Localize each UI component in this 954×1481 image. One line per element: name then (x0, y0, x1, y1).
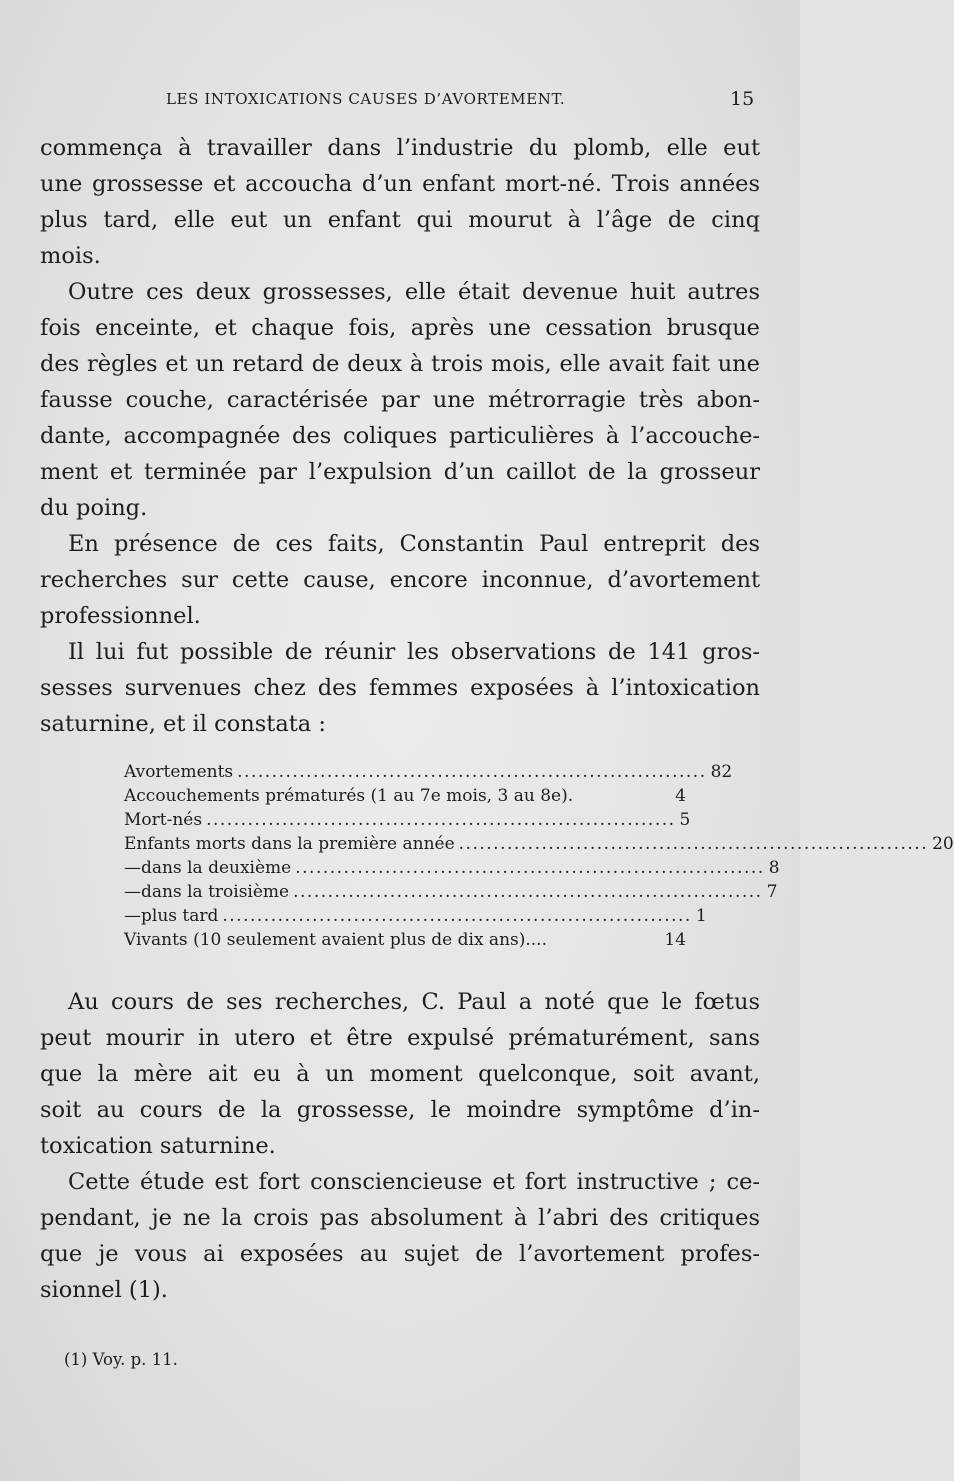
text-line: En présence de ces faits, Constantin Paul entreprit des (68, 531, 760, 557)
table-row (124, 904, 707, 928)
text-line: que la mère ait eu à un moment quelconque, soit avant, (40, 1061, 760, 1087)
ditto-dash: — (124, 906, 141, 926)
text-line: soit au cours de la grossesse, le moindre symptôme d’in- (40, 1097, 760, 1123)
text-line: pendant, je ne la crois pas absolument à l’abri des critiques (40, 1205, 760, 1231)
table-row (124, 856, 780, 880)
text-line: saturnine, et il constata : (40, 711, 326, 737)
row-label: Accouchements prématurés (1 au 7e mois, 3 au 8e). (124, 786, 574, 806)
ditto-dash: — (124, 858, 141, 878)
text-line: professionnel. (40, 603, 201, 629)
row-label: dans la troisième (141, 882, 290, 902)
row-label: Enfants morts dans la première année (124, 834, 455, 854)
text-line: fois enceinte, et chaque fois, après une cessation brusque (40, 315, 760, 341)
row-value: 1 (695, 906, 707, 926)
text-line: plus tard, elle eut un enfant qui mourut à l’âge de cinq (40, 207, 760, 233)
row-label: Mort-nés (124, 810, 203, 830)
text-line: recherches sur cette cause, encore inconnue, d’avortement (40, 567, 760, 593)
table-row (124, 832, 954, 856)
ditto-dash: — (124, 882, 141, 902)
leader-dots: .................................................................... (293, 882, 763, 902)
leader-dots: .................................................................... (295, 858, 765, 878)
text-line: fausse couche, caractérisée par une métrorragie très abon- (40, 387, 760, 413)
row-label: plus tard (141, 906, 219, 926)
text-line: des règles et un retard de deux à trois mois, elle avait fait une (40, 351, 760, 377)
running-head: LES INTOXICATIONS CAUSES D’AVORTEMENT. (166, 90, 566, 108)
text-line: Au cours de ses recherches, C. Paul a noté que le fœtus (68, 989, 760, 1015)
row-value: 5 (679, 810, 691, 830)
row-value: 8 (768, 858, 780, 878)
text-line: Outre ces deux grossesses, elle était devenue huit autres (68, 279, 760, 305)
row-label: Vivants (10 seulement avaient plus de dix ans).... (124, 930, 547, 950)
row-label: dans la deuxième (141, 858, 292, 878)
row-value: 20 (932, 834, 954, 854)
table-row (124, 808, 691, 832)
leader-dots: .................................................................... (237, 762, 707, 782)
text-line: une grossesse et accoucha d’un enfant mort-né. Trois années (40, 171, 760, 197)
row-value: 4 (675, 786, 686, 806)
text-line: peut mourir in utero et être expulsé prématurément, sans (40, 1025, 760, 1051)
table-row (124, 784, 686, 808)
table-row (124, 880, 778, 904)
text-line: Il lui fut possible de réunir les observations de 141 gros- (68, 639, 760, 665)
text-line: que je vous ai exposées au sujet de l’avortement profes- (40, 1241, 760, 1267)
leader-dots: .................................................................... (222, 906, 692, 926)
row-value: 7 (766, 882, 778, 902)
table-row (124, 760, 733, 784)
text-line: Cette étude est fort consciencieuse et fort instructive ; ce- (68, 1169, 760, 1195)
text-line: commença à travailler dans l’industrie du plomb, elle eut (40, 135, 760, 161)
text-line: ment et terminée par l’expulsion d’un caillot de la grosseur (40, 459, 760, 485)
text-line: mois. (40, 243, 101, 269)
row-value: 14 (664, 930, 686, 950)
text-line: toxication saturnine. (40, 1133, 276, 1159)
footnote: (1) Voy. p. 11. (64, 1350, 178, 1369)
leader-dots: .................................................................... (206, 810, 676, 830)
text-line: du poing. (40, 495, 148, 521)
table-row (124, 928, 686, 952)
row-label: Avortements (124, 762, 234, 782)
text-line: dante, accompagnée des coliques particulières à l’accouche- (40, 423, 760, 449)
text-line: sionnel (1). (40, 1277, 168, 1303)
row-value: 82 (710, 762, 733, 782)
page-number: 15 (730, 88, 755, 110)
text-line: sesses survenues chez des femmes exposées à l’intoxication (40, 675, 760, 701)
leader-dots: .................................................................... (458, 834, 929, 854)
